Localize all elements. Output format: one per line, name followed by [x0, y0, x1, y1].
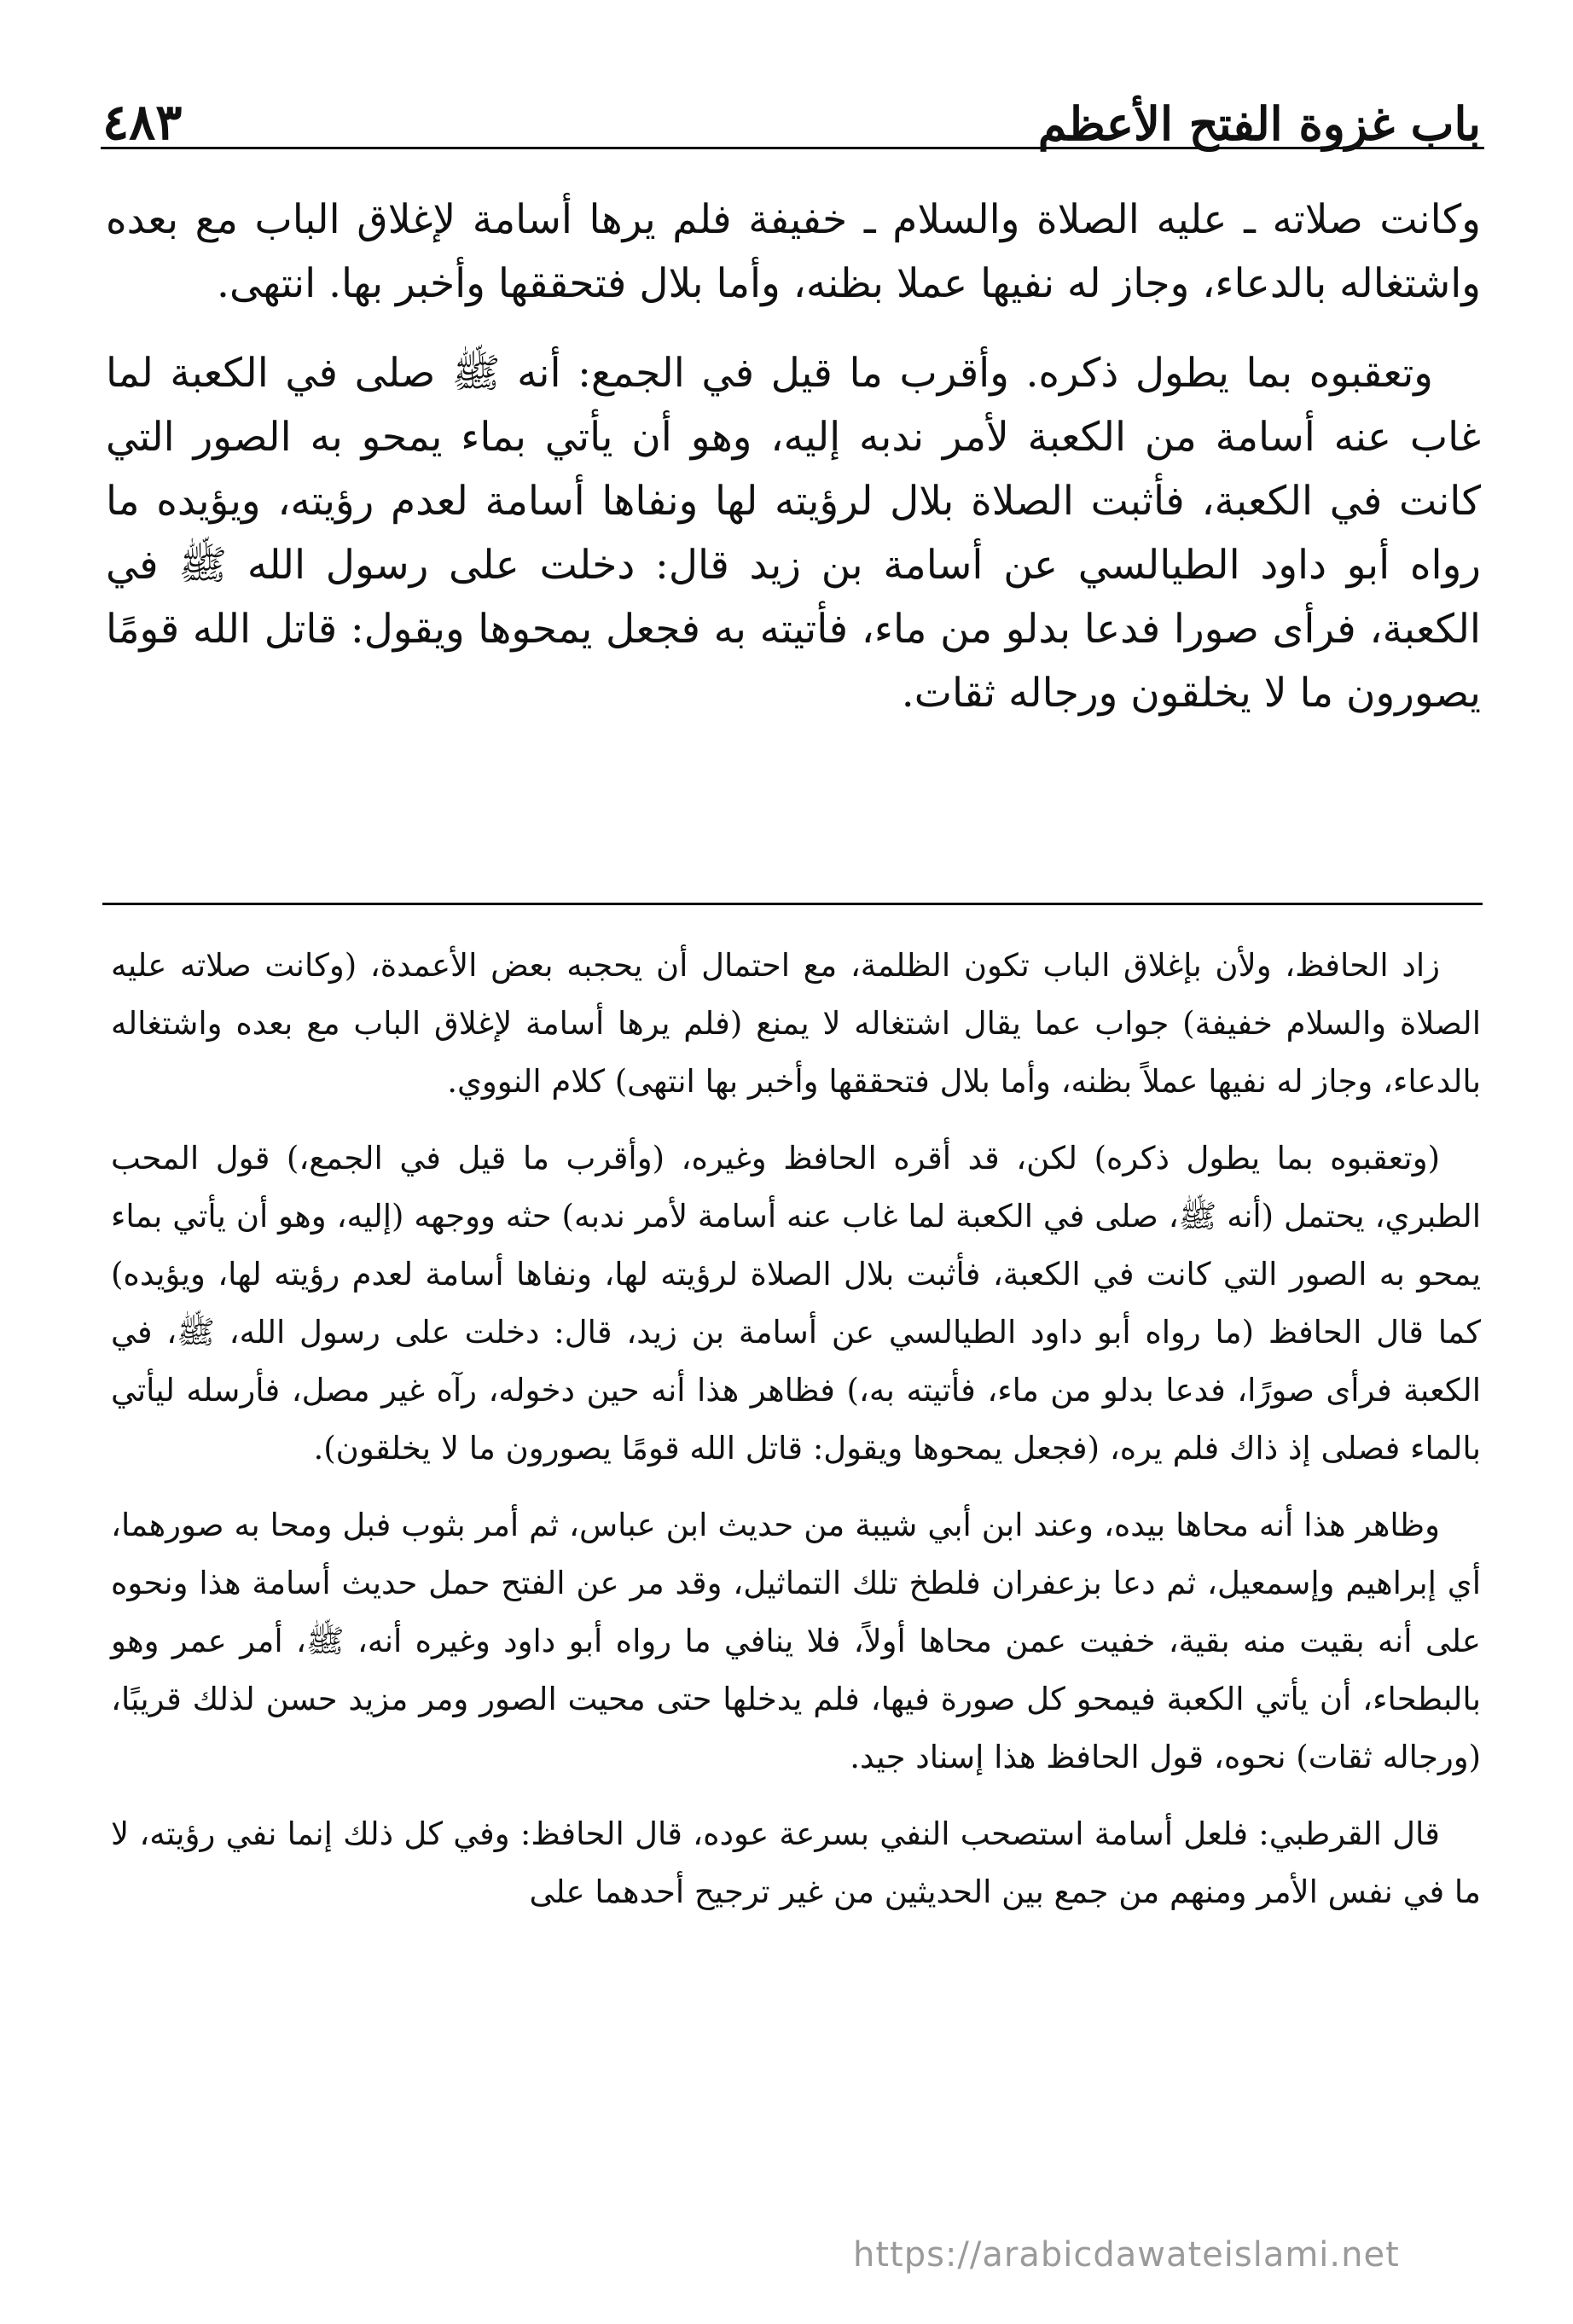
main-paragraph-2: وتعقبوه بما يطول ذكره. وأقرب ما قيل في الجمع: أنه ﷺ صلى في الكعبة لما غاب عنه أسامة من الكعبة لأمر ندبه إليه، وهو أن يأتي بماء يمحو به الصور التي كانت في الكعبة، فأثبت الصلاة بلال لرؤيته لها ونفاها أسامة لعدم رؤيته، ويؤيده ما رواه أبو داود الطيالسي عن أسامة بن زيد قال: دخلت على رسول الله ﷺ في الكعبة، فرأى صورا فدعا بدلو من ماء، فأتيته به فجعل يمحوها ويقول: قاتل الله قومًا يصورون ما لا يخلقون ورجاله ثقات.	[106, 350, 1481, 717]
commentary-paragraph-1: زاد الحافظ، ولأن بإغلاق الباب تكون الظلمة، مع احتمال أن يحجبه بعض الأعمدة، (وكانت صلاته عليه الصلاة والسلام خفيفة) جواب عما يقال اشتغاله لا يمنع (فلم يرها أسامة لإغلاق الباب مع بعده واشتغاله بالدعاء، وجاز له نفيها عملاً بظنه، وأما بلال فتحققها وأخبر بها انتهى) كلام النووي.	[111, 947, 1481, 1100]
main-text	[106, 188, 1481, 761]
main-paragraph-1: وكانت صلاته ـ عليه الصلاة والسلام ـ خفيفة فلم يرها أسامة لإغلاق الباب مع بعده واشتغاله بالدعاء، وجاز له نفيها عملا بظنه، وأما بلال فتحققها وأخبر بها. انتهى.	[106, 196, 1481, 307]
header-rule	[101, 147, 1484, 149]
commentary-paragraph-2: (وتعقبوه بما يطول ذكره) لكن، قد أقره الحافظ وغيره، (وأقرب ما قيل في الجمع،) قول المحب الطبري، يحتمل (أنه ﷺ، صلى في الكعبة لما غاب عنه أسامة لأمر ندبه) حثه ووجهه (إليه، وهو أن يأتي بماء يمحو به الصور التي كانت في الكعبة، فأثبت بلال الصلاة لرؤيته لها، ونفاها أسامة لعدم رؤيته لها، ويؤيده) كما قال الحافظ (ما رواه أبو داود الطيالسي عن أسامة بن زيد، قال: دخلت على رسول الله، ﷺ، في الكعبة فرأى صورًا، فدعا بدلو من ماء، فأتيته به،) فظاهر هذا أنه حين دخوله، رآه غير مصل، فأرسله ليأتي بالماء فصلى إذ ذاك فلم يره، (فجعل يمحوها ويقول: قاتل الله قومًا يصورون ما لا يخلقون).	[111, 1140, 1481, 1467]
watermark-url: https://arabicdawateislami.net	[853, 2235, 1400, 2275]
chapter-title: باب غزوة الفتح الأعظم	[1037, 96, 1481, 151]
page-header	[102, 78, 1481, 151]
commentary-paragraph-4: قال القرطبي: فلعل أسامة استصحب النفي بسرعة عوده، قال الحافظ: وفي كل ذلك إنما نفي رؤيته، لا ما في نفس الأمر ومنهم من جمع بين الحديثين من غير ترجيح أحدهما على	[111, 1816, 1481, 1910]
commentary-paragraph-3: وظاهر هذا أنه محاها بيده، وعند ابن أبي شيبة من حديث ابن عباس، ثم أمر بثوب فبل ومحا به صورهما، أي إبراهيم وإسمعيل، ثم دعا بزعفران فلطخ تلك التماثيل، وقد مر عن الفتح حمل حديث أسامة هذا ونحوه على أنه بقيت منه بقية، خفيت عمن محاها أولاً، فلا ينافي ما رواه أبو داود وغيره أنه، ﷺ، أمر عمر وهو بالبطحاء، أن يأتي الكعبة فيمحو كل صورة فيها، فلم يدخلها حتى محيت الصور ومر مزيد حسن لذلك قريبًا، (ورجاله ثقات) نحوه، قول الحافظ هذا إسناد جيد.	[111, 1507, 1481, 1775]
footnote-separator	[102, 903, 1483, 905]
commentary-section	[111, 937, 1481, 1940]
page-number: ٤٨٣	[102, 93, 183, 151]
